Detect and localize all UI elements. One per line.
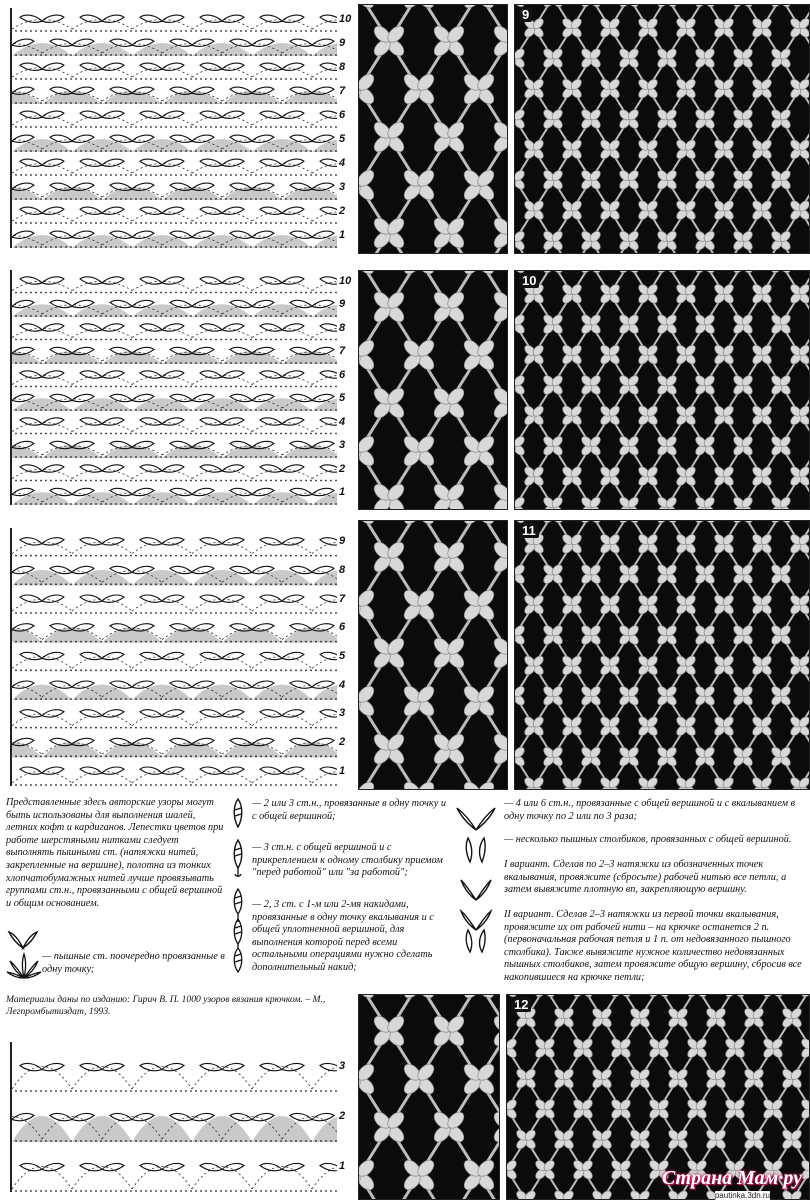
row-number: 8 [339,564,346,576]
lace-texture [359,995,499,1199]
swatch-photo-11 [514,520,810,790]
row-number: 10 [339,274,352,287]
chart-drawing [12,1042,337,1192]
lace-texture [515,271,809,509]
legend-dc-2-3-together: — 2 или 3 ст.н., провязанные в одну точку и с общей вершиной; [252,798,446,822]
row-number: 10 [339,13,352,25]
lace-texture [515,5,809,253]
row-number: 1 [339,486,346,499]
row-number: 9 [339,298,346,311]
swatch-photo-10 [514,270,810,510]
dc-three-together-icon [231,838,245,878]
row-number: 1 [339,764,346,777]
photo-number-10: 10 [519,273,539,288]
puff-fan-icon-a [458,874,494,902]
row-number: 7 [339,592,346,605]
lace-texture [359,5,507,253]
photo-number-11: 11 [519,523,539,538]
chart-drawing [12,528,337,786]
row-number: 3 [339,707,346,720]
source-citation: Материалы даны по изданию: Гирич В. П. 1000 узоров вязания крючком. – М., Легпромбытиздат, 1993. [6,994,326,1017]
swatch-photo-closeup-3 [358,520,508,790]
row-number: 4 [339,415,346,428]
row-number: 6 [339,109,346,121]
row-number: 5 [339,392,346,405]
row-number: 6 [339,621,346,634]
swatch-photo-9 [514,4,810,254]
row-number: 5 [339,650,346,662]
legend-variant-1: I вариант. Сделав по 2–3 натяжки из обозначенных точек вкалывания, провяжите (сбросьте) рабочей нитью все петли, а затем вывяжите плотную вп, закрепляющую вершину. [504,859,787,896]
row-number: 2 [339,1110,346,1122]
row-number: 1 [339,229,346,241]
puff-stitch-cluster-icon [6,952,42,980]
crochet-chart-1 [10,8,337,248]
puff-stitch-fan-icon [6,924,40,950]
legend-dc-4-6-together: — 4 или 6 ст.н., провязанные с общей вершиной и с вкалыванием в одну точку по 2 или по 3 раза; [504,798,796,822]
dc-two-together-icon [231,798,245,828]
row-number: 4 [339,678,346,691]
row-number: 5 [339,133,346,145]
puff-fan-icon-c [458,928,494,954]
chart-drawing [12,8,337,248]
legend-puff-alternate: — пышные ст. поочередно провязанные в одну точку; [42,951,225,975]
row-number: 7 [339,345,346,358]
row-number: 4 [339,157,346,169]
row-number: 8 [339,321,346,334]
watermark-site: pautinka.3dn.ru [714,1191,770,1200]
row-number: 8 [339,61,346,73]
crochet-chart-3 [10,528,337,786]
row-number: 3 [339,439,346,452]
row-number: 7 [339,85,346,97]
swatch-photo-closeup-1 [358,4,508,254]
chart-drawing [12,270,337,505]
crochet-chart-4 [10,1042,337,1192]
lace-texture [359,271,507,509]
swatch-photo-closeup-2 [358,270,508,510]
crochet-chart-2 [10,270,337,505]
photo-number-9: 9 [519,7,532,22]
lace-texture [515,521,809,789]
puff-two-leaves-icon [458,836,494,864]
legend-dc-3-front-back: — 3 ст.н. с общей вершиной и с прикреплением к одному столбику приемом "перед работой" или "за работой"; [252,842,443,879]
row-number: 1 [339,1160,346,1172]
row-number: 3 [339,181,346,193]
row-number: 2 [339,462,346,475]
legend-tr-cluster: — 2, 3 ст. с 1-м или 2-мя накидами, провязанные в одну точку вкалывания и с общей уплотненной вершиной, для выполнения которой перед всеми остальными операциями нужно сделать дополнительный накид; [252,899,434,973]
row-number: 6 [339,368,346,381]
tr-cluster-icon [231,888,245,974]
photo-number-12: 12 [511,997,531,1012]
row-number: 9 [339,535,346,548]
lace-texture [359,521,507,789]
swatch-photo-closeup-4 [358,994,500,1200]
intro-text: Представленные здесь авторские узоры могут быть использованы для выполнения шалей, летних кофт и кардиганов. Лепестки цветов при работе шерстяными нитками следует выполнять пышными ст. (натяжки нитей, закрепленные на вершине), полотна из тонких хлопчатобумажных нитей лучше провязывать группами ст.н., провязанными с общей вершиной и общим основанием. [6,797,224,909]
legend-puff-together: — несколько пышных столбиков, провязанных с общей вершиной. [504,834,792,845]
row-number: 9 [339,37,346,49]
row-number: 2 [339,205,346,217]
row-number: 3 [339,1060,346,1072]
legend-variant-2: II вариант. Сделав 2–3 натяжки из первой точки вкалывания, провяжите их от рабочей нити – на крючке останется 2 п. (первоначальная рабочая петля и 1 п. от недовязанного пышного столбика). Также вывяжите нужное количество недовязанных пышных столбиков, затем провяжите общую вершину, сбросив все накопившиеся на крючке петли; [504,909,802,983]
dc-fan-4-icon [453,802,499,832]
watermark-logo: Страна Мам·ру [661,1167,802,1189]
row-number: 2 [339,736,346,748]
